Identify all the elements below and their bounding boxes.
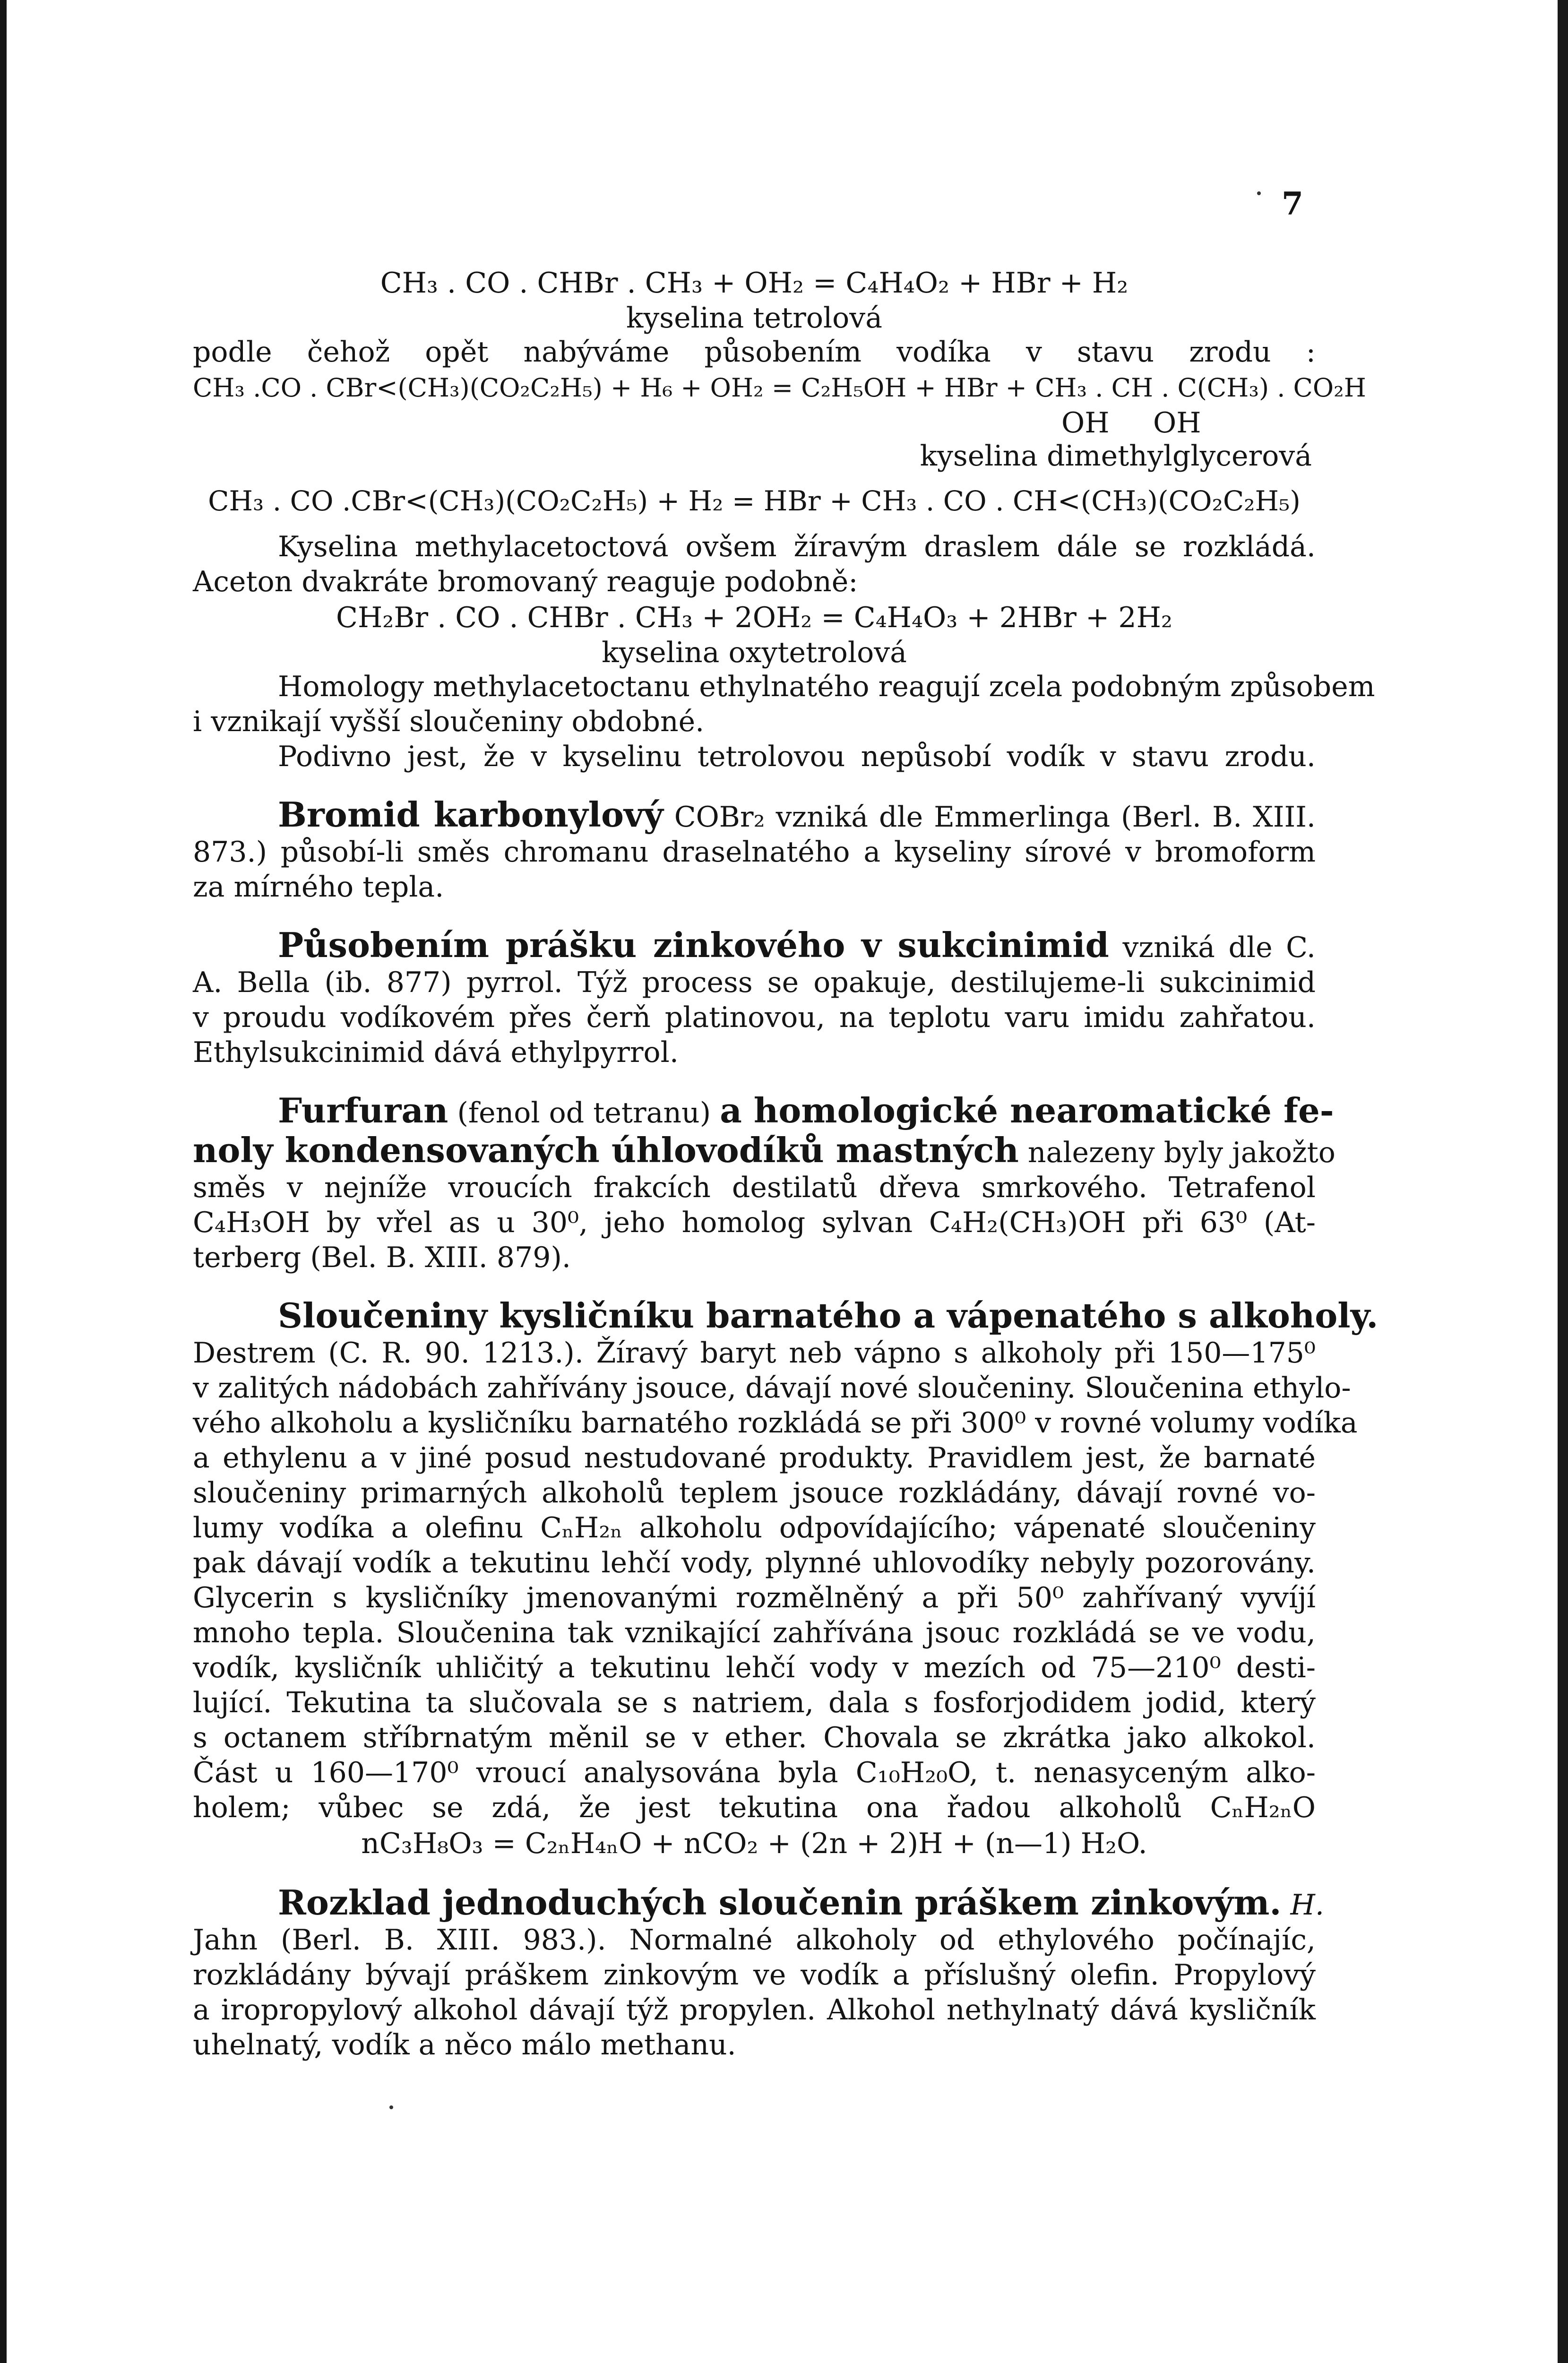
equation-3: CH₃ . CO .CBr<(CH₃)(CO₂C₂H₅) + H₂ = HBr + CH₃ . CO . CH<(CH₃)(CO₂C₂H₅) [208,485,1301,517]
text-line: Aceton dvakráte bromovaný reaguje podobně: [193,565,858,598]
furfuran-paren: (fenol od tetranu) [457,1096,711,1130]
text-line: a ethylenu a v jiné posud nestudované produkty. Pravidlem jest, že barnaté [193,1441,1316,1475]
text-line: podle čehož opět nabýváme působením vodíka v stavu zrodu : [193,336,1316,369]
rozklad-author: H. [1290,1889,1324,1922]
equation-2: CH₃ .CO . CBr<(CH₃)(CO₂C₂H₅) + H₆ + OH₂ = C₂H₅OH + HBr + CH₃ . CH . C(CH₃) . CO₂H [193,373,1366,403]
furfuran-line2-rest: nalezeny byly jakožto [1027,1136,1335,1169]
barium-heading: Sloučeniny kysličníku barnatého a vápenatého s alkoholy. [278,1295,1378,1336]
rozklad-heading-line [193,1882,1324,1923]
text-line: terberg (Bel. B. XIII. 879). [193,1241,571,1274]
text-line: Jahn (Berl. B. XIII. 983.). Normalné alkoholy od ethylového počínajíc, [193,1923,1316,1957]
text-line: A. Bella (ib. 877) pyrrol. Týž process se opakuje, destilujeme-li sukcinimid [193,966,1316,999]
equation-1: CH₃ . CO . CHBr . CH₃ + OH₂ = C₄H₄O₂ + HBr + H₂ [380,267,1129,300]
text-line: Část u 160—170⁰ vroucí analysována byla C₁₀H₂₀O, t. nenasyceným alko- [193,1756,1316,1789]
text-line: Ethylsukcinimid dává ethylpyrrol. [193,1036,679,1069]
text-line: a iropropylový alkohol dávají týž propylen. Alkohol nethylnatý dává kysličník [193,1993,1316,2027]
furfuran-heading: Furfuran [278,1090,448,1130]
text-line: v proudu vodíkovém přes čerň platinovou, na teplotu varu imidu zahřatou. [193,1001,1316,1034]
furfuran-heading-line2: noly kondensovaných úhlovodíků mastných [193,1130,1019,1170]
furfuran-paragraph-first-line [193,1090,1334,1130]
bromid-heading: Bromid karbonylový [278,794,663,835]
zinek-line-rest: vzniká dle C. [1122,931,1316,964]
text-line: lumy vodíka a olefinu CₙH₂ₙ alkoholu odpovídajícího; vápenaté sloučeniny [193,1511,1316,1544]
scan-edge-left [0,0,7,2363]
text-line: mnoho tepla. Sloučenina tak vznikající zahřívána jsouc rozkládá se ve vodu, [193,1616,1316,1649]
text-line: Podivno jest, že v kyselinu tetrolovou nepůsobí vodík v stavu zrodu. [278,740,1316,773]
text-line: rozkládány bývají práškem zinkovým ve vodík a příslušný olefin. Propylový [193,1958,1316,1992]
hydroxyl-label: OH [1061,406,1110,440]
text-line: i vznikají vyšší sloučeniny obdobné. [193,705,705,738]
page-number: 7 [1282,185,1303,222]
text-line: Kyselina methylacetoctová ovšem žíravým draslem dále se rozkládá. [278,530,1316,563]
furfuran-second-line [193,1130,1335,1170]
text-line: Homology methylacetoctanu ethylnatého reagují zcela podobným způsobem [278,670,1375,703]
page-body [193,265,1378,2062]
zinek-paragraph-first-line [193,925,1316,965]
equation-1-label: kyselina tetrolová [626,302,882,335]
barium-equation: nC₃H₈O₃ = C₂ₙH₄ₙO + nCO₂ + (2n + 2)H + (n—1) H₂O. [361,1827,1147,1860]
bromid-paragraph-first-line [193,795,1316,835]
zinek-heading: Působením prášku zinkového v sukcinimid [278,925,1109,965]
text-line: s octanem stříbrnatým měnil se v ether. Chovala se zkrátka jako alkokol. [193,1721,1316,1754]
text-line: uhelnatý, vodík a něco málo methanu. [193,2028,736,2061]
equation-2-label: kyselina dimethylglycerová [920,440,1312,473]
text-line: Destrem (C. R. 90. 1213.). Žíravý baryt neb vápno s alkoholy při 150—175⁰ [193,1337,1316,1370]
text-line: pak dávají vodík a tekutinu lehčí vody, plynné uhlovodíky nebyly pozorovány. [193,1546,1316,1579]
hydroxyl-label: OH [1153,406,1201,440]
text-line: holem; vůbec se zdá, že jest tekutina ona řadou alkoholů CₙH₂ₙO [193,1791,1316,1824]
text-line: C₄H₃OH by vřel as u 30⁰, jeho homolog sylvan C₄H₂(CH₃)OH při 63⁰ (At- [193,1206,1316,1239]
furfuran-heading-cont: a homologické nearomatické fe- [720,1090,1334,1130]
page-speck [1257,191,1261,195]
text-line: 873.) působí-li směs chromanu draselnatého a kyseliny sírové v bromoform [193,836,1316,869]
equation-4-label: kyselina oxytetrolová [602,636,907,669]
text-line: lující. Tekutina ta slučovala se s natriem, dala s fosforjodidem jodid, který [193,1686,1316,1719]
rozklad-heading: Rozklad jednoduchých sloučenin práškem zinkovým. [278,1882,1282,1923]
text-line: sloučeniny primarných alkoholů teplem jsouce rozkládány, dávají rovné vo- [193,1476,1316,1509]
equation-4: CH₂Br . CO . CHBr . CH₃ + 2OH₂ = C₄H₄O₃ + 2HBr + 2H₂ [336,601,1172,634]
barium-heading-line [193,1295,1378,1336]
text-line: vodík, kysličník uhličitý a tekutinu lehčí vody v mezích od 75—210⁰ desti- [193,1651,1316,1684]
equation-2-hydroxyls [193,406,1316,440]
text-line: v zalitých nádobách zahřívány jsouce, dávají nové sloučeniny. Sloučenina ethylo- [193,1371,1351,1405]
bromid-line-rest: COBr₂ vzniká dle Emmerlinga (Berl. B. XIII. [674,801,1316,834]
page-speck [389,2105,393,2109]
text-line: vého alkoholu a kysličníku barnatého rozkládá se při 300⁰ v rovné volumy vodíka [193,1406,1358,1440]
scan-edge-right [1558,0,1568,2363]
text-line: Glycerin s kysličníky jmenovanými rozmělněný a při 50⁰ zahřívaný vyvíjí [193,1581,1316,1614]
text-line: za mírného tepla. [193,871,444,904]
text-line: směs v nejníže vroucích frakcích destilatů dřeva smrkového. Tetrafenol [193,1171,1316,1204]
